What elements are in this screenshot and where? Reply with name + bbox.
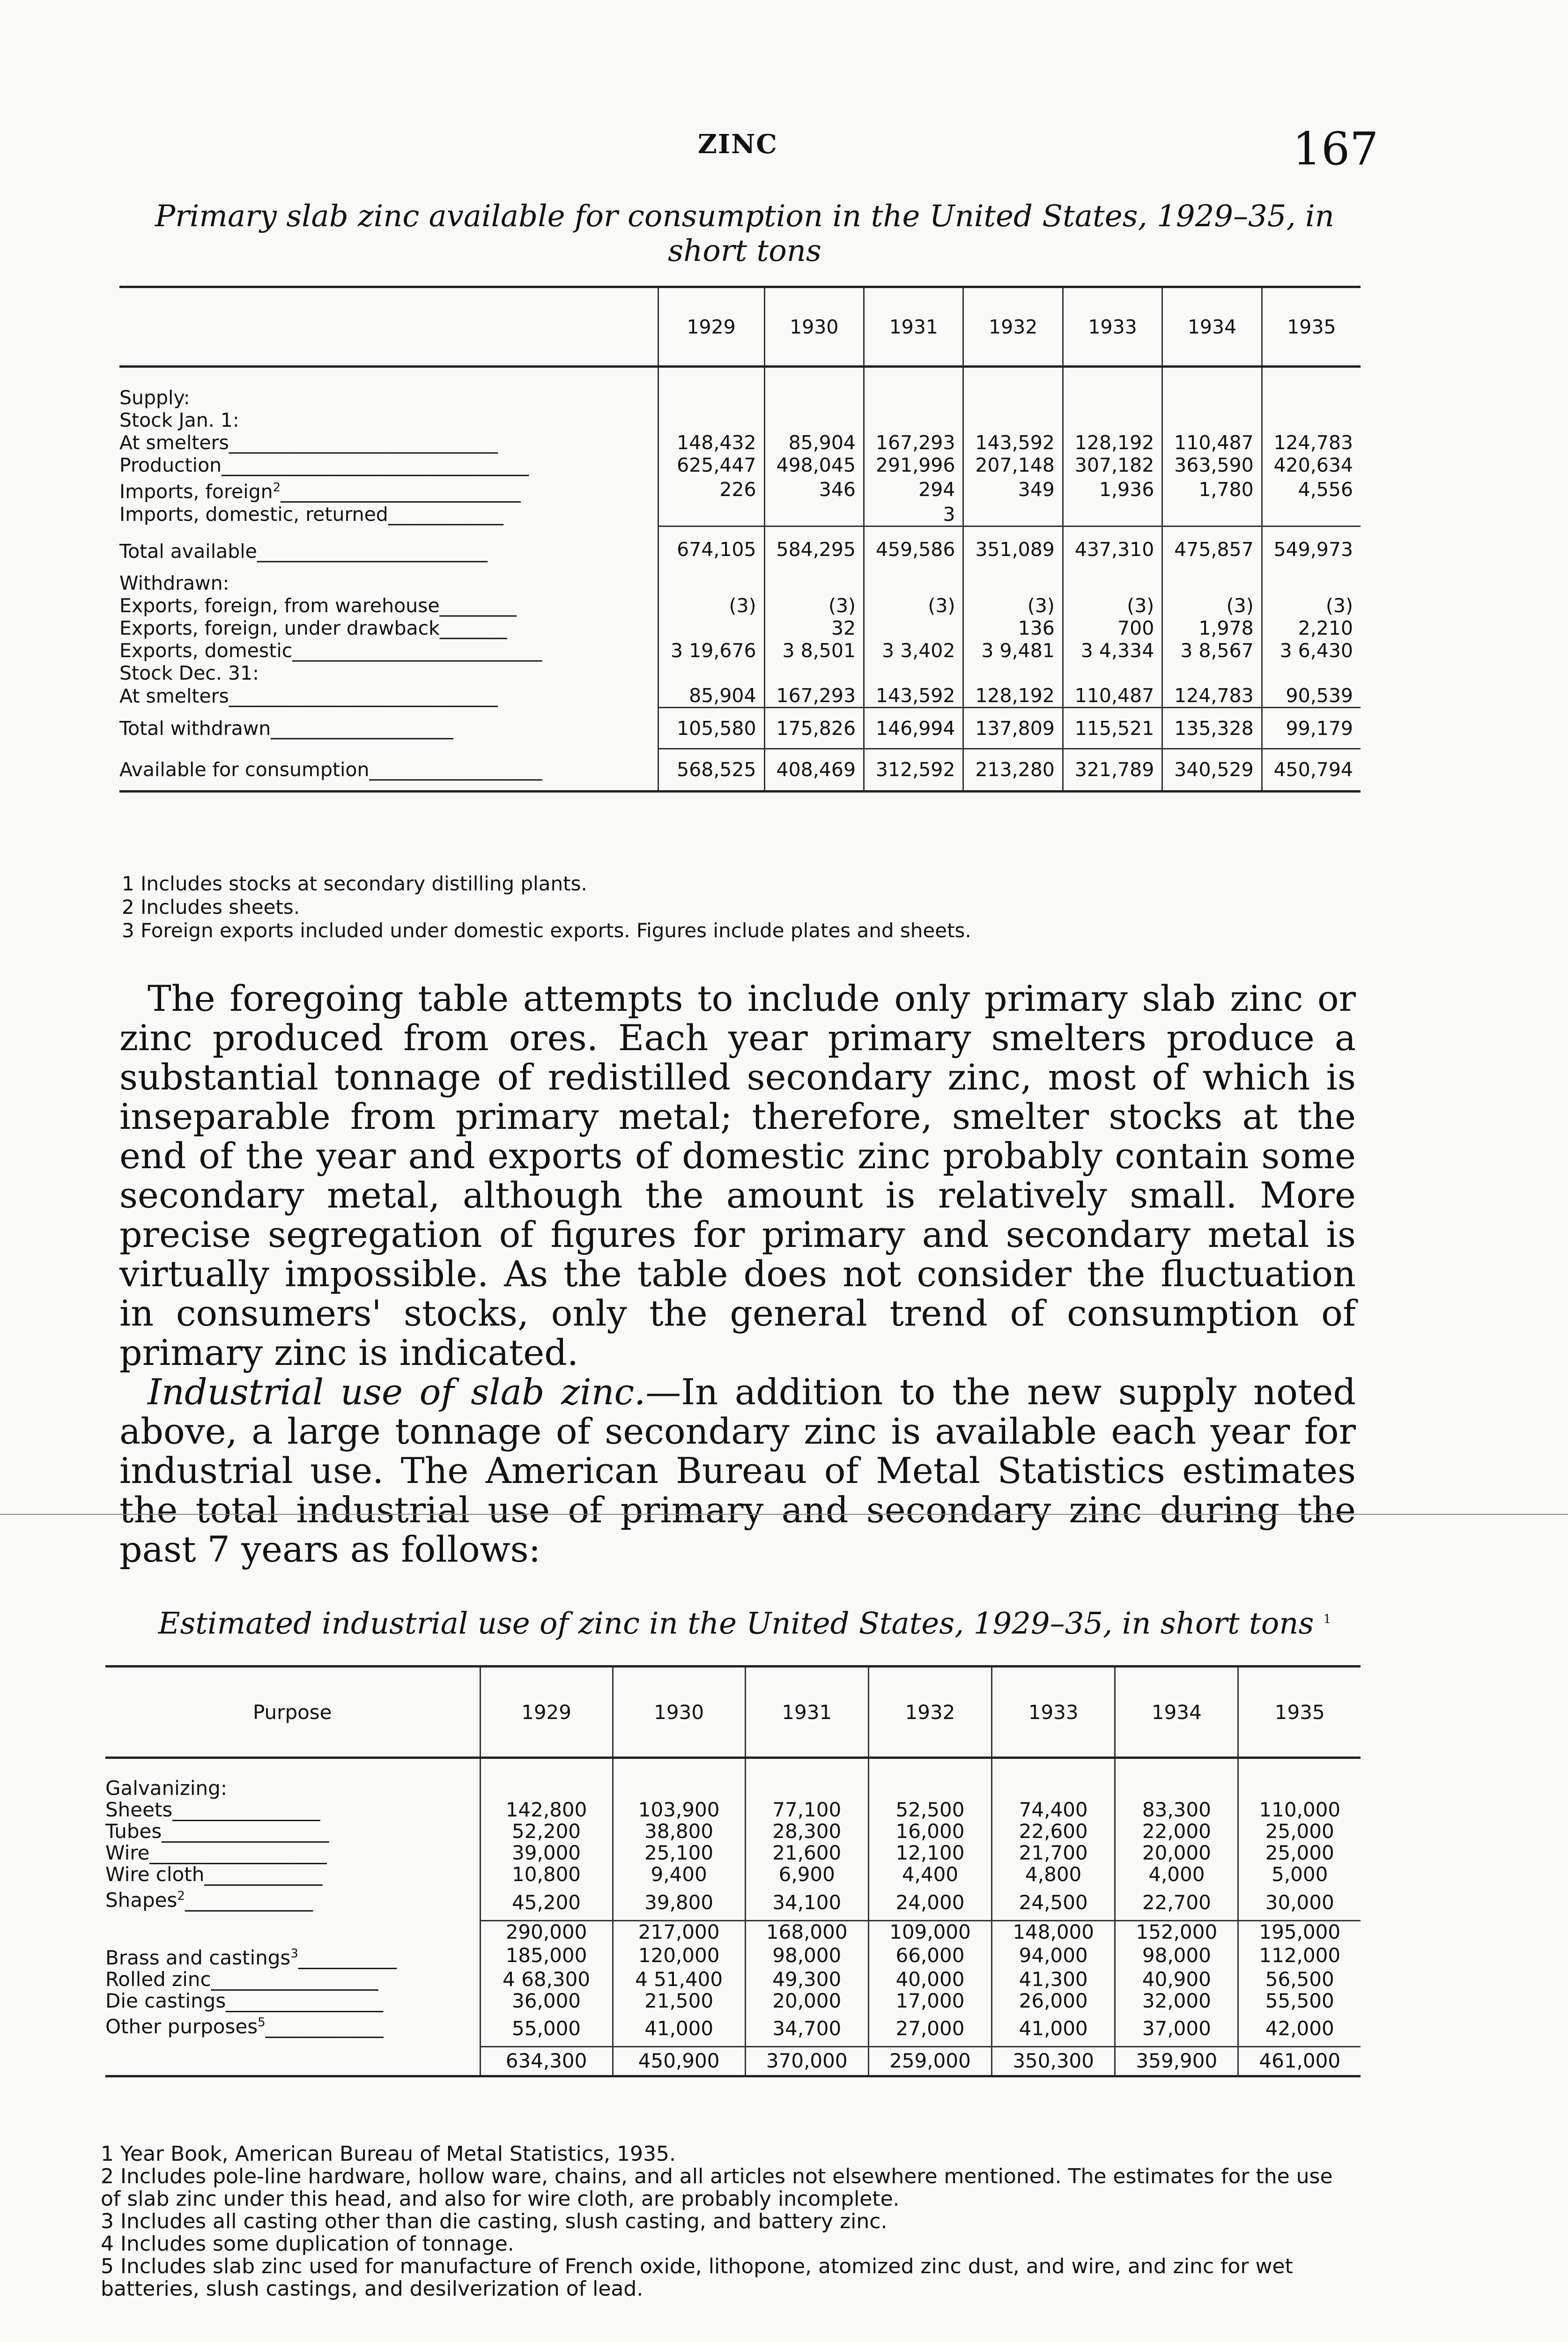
table1-row: [119, 367, 1361, 409]
cell: 450,794: [1262, 749, 1361, 792]
cell: 437,310: [1063, 526, 1162, 572]
table1-year-header: 1930: [764, 287, 864, 367]
row-label: [105, 2047, 480, 2076]
cell: (3): [1162, 594, 1262, 617]
cell: 120,000: [613, 1943, 745, 1969]
cell: 99,179: [1262, 708, 1361, 749]
table1-year-header: 1931: [864, 287, 963, 367]
cell: (3): [1262, 594, 1361, 617]
cell: 3 9,481: [963, 639, 1063, 662]
cell: 307,182: [1063, 454, 1162, 476]
cell: 49,300: [745, 1969, 868, 1990]
cell: 42,000: [1238, 2012, 1361, 2047]
cell: 110,487: [1063, 684, 1162, 708]
cell: 135,328: [1162, 708, 1262, 749]
cell: 105,580: [658, 708, 764, 749]
cell: 475,857: [1162, 526, 1262, 572]
cell: 3 3,402: [864, 639, 963, 662]
cell: 27,000: [868, 2012, 991, 2047]
cell: 28,300: [745, 1821, 868, 1842]
cell: 3 8,501: [764, 639, 864, 662]
table-industrial-use: [105, 1665, 1361, 2077]
row-label: Exports, foreign, under drawback_______: [119, 617, 507, 640]
row-label: [105, 1920, 480, 1943]
cell: 634,300: [480, 2047, 613, 2076]
cell: 136: [963, 617, 1063, 639]
cell: 549,973: [1262, 526, 1361, 572]
cell: 312,592: [864, 749, 963, 792]
table2-row: [105, 1969, 1361, 1990]
cell: 16,000: [868, 1821, 991, 1842]
cell: [764, 503, 864, 526]
table2-year-header: 1933: [992, 1667, 1115, 1758]
row-label: Shapes$^2$_____________: [105, 1889, 313, 1912]
cell: 20,000: [1115, 1842, 1238, 1864]
cell: 21,700: [992, 1842, 1115, 1864]
table2-year-header: 1935: [1238, 1667, 1361, 1758]
cell: (3): [764, 594, 864, 617]
cell: 85,904: [764, 431, 864, 454]
cell: 9,400: [613, 1864, 745, 1885]
cell: 185,000: [480, 1943, 613, 1969]
cell: 290,000: [480, 1920, 613, 1943]
cell: 213,280: [963, 749, 1063, 792]
cell: 98,000: [745, 1943, 868, 1969]
page-number: 167: [1293, 123, 1379, 175]
cell: 142,800: [480, 1799, 613, 1821]
cell: 3 8,567: [1162, 639, 1262, 662]
table2-header-row: [105, 1667, 1361, 1758]
table2-row: [105, 1885, 1361, 1920]
cell: 38,800: [613, 1821, 745, 1842]
cell: 340,529: [1162, 749, 1262, 792]
table2-row: [105, 1758, 1361, 1800]
cell: 167,293: [864, 431, 963, 454]
cell: 21,500: [613, 1990, 745, 2012]
row-label: Exports, foreign, from warehouse________: [119, 594, 517, 617]
cell: 3 6,430: [1262, 639, 1361, 662]
table1-footnotes: [122, 872, 971, 942]
cell: 25,100: [613, 1842, 745, 1864]
cell: 5,000: [1238, 1864, 1361, 1885]
cell: 359,900: [1115, 2047, 1238, 2076]
row-label: Other purposes$^5$____________: [105, 2015, 384, 2038]
table2-year-header: 1929: [480, 1667, 613, 1758]
cell: 24,000: [868, 1885, 991, 1920]
cell: 36,000: [480, 1990, 613, 2012]
cell: 3: [864, 503, 963, 526]
table1-row: [119, 617, 1361, 639]
cell: 408,469: [764, 749, 864, 792]
table1-row: [119, 526, 1361, 572]
cell: 112,000: [1238, 1943, 1361, 1969]
footnote: 4 Includes some duplication of tonnage.: [101, 2232, 514, 2256]
cell: 83,300: [1115, 1799, 1238, 1821]
cell: 1,780: [1162, 476, 1262, 503]
cell: 4,800: [992, 1864, 1115, 1885]
cell: 98,000: [1115, 1943, 1238, 1969]
table2-row: [105, 2047, 1361, 2076]
paragraph-heading: Industrial use of slab zinc.: [148, 1371, 646, 1413]
cell: 700: [1063, 617, 1162, 639]
cell: 45,200: [480, 1885, 613, 1920]
cell: [1162, 503, 1262, 526]
cell: 217,000: [613, 1920, 745, 1943]
cell: 103,900: [613, 1799, 745, 1821]
cell: (3): [963, 594, 1063, 617]
cell: 39,000: [480, 1842, 613, 1864]
row-label: Rolled zinc_________________: [105, 1967, 378, 1991]
cell: 195,000: [1238, 1920, 1361, 1943]
paragraph-text: —In addition to the new supply noted above, a large tonnage of secondary zinc is available each year for industrial use. The American Bureau of Metal Statistics estimates the total industrial use of primary and secondary zinc during the past 7 years as follows:: [119, 1371, 1356, 1570]
table1-caption-line2: short tons: [668, 234, 821, 268]
cell: 226: [658, 476, 764, 503]
cell: 137,809: [963, 708, 1063, 749]
cell: 66,000: [868, 1943, 991, 1969]
cell: 148,000: [992, 1920, 1115, 1943]
table1-row: [119, 708, 1361, 749]
table2-footnotes: [101, 2143, 1356, 2300]
cell: 148,432: [658, 431, 764, 454]
footnote: 3 Foreign exports included under domestic exports. Figures include plates and sheets.: [122, 919, 971, 942]
row-label: Stock Jan. 1:: [119, 409, 239, 431]
scan-line-divider: [0, 1514, 1568, 1515]
table1-row: [119, 594, 1361, 617]
row-label: Production________________________________: [119, 454, 529, 476]
cell: 351,089: [963, 526, 1063, 572]
table2-row: [105, 1842, 1361, 1864]
table2-row: [105, 2012, 1361, 2047]
table1-year-header: 1932: [963, 287, 1063, 367]
table2-year-header: 1931: [745, 1667, 868, 1758]
cell: 12,100: [868, 1842, 991, 1864]
cell: [963, 503, 1063, 526]
cell: 26,000: [992, 1990, 1115, 2012]
row-label: Wire__________________: [105, 1841, 327, 1864]
table2-row: [105, 1943, 1361, 1969]
cell: 346: [764, 476, 864, 503]
row-label: Supply:: [119, 386, 190, 409]
cell: 55,500: [1238, 1990, 1361, 2012]
cell: 363,590: [1162, 454, 1262, 476]
table1-year-header: 1934: [1162, 287, 1262, 367]
cell: [658, 617, 764, 639]
cell: 41,300: [992, 1969, 1115, 1990]
cell: (3): [864, 594, 963, 617]
cell: 175,826: [764, 708, 864, 749]
cell: 459,586: [864, 526, 963, 572]
running-header-title: ZINC: [698, 129, 778, 160]
cell: 584,295: [764, 526, 864, 572]
row-label: Die castings________________: [105, 1989, 384, 2012]
cell: 143,592: [963, 431, 1063, 454]
cell: 4,556: [1262, 476, 1361, 503]
cell: [1063, 503, 1162, 526]
row-label: Imports, domestic, returned____________: [119, 503, 503, 526]
cell: 110,000: [1238, 1799, 1361, 1821]
cell: 4,000: [1115, 1864, 1238, 1885]
cell: 461,000: [1238, 2047, 1361, 2076]
cell: 3 19,676: [658, 639, 764, 662]
cell: 3 4,334: [1063, 639, 1162, 662]
row-label: At smelters____________________________: [119, 431, 498, 454]
row-label: Wire cloth____________: [105, 1863, 323, 1886]
cell: 32: [764, 617, 864, 639]
cell: 168,000: [745, 1920, 868, 1943]
cell: 207,148: [963, 454, 1063, 476]
row-label: Stock Dec. 31:: [119, 662, 259, 685]
row-label: Exports, domestic__________________________: [119, 639, 542, 662]
cell: 124,783: [1262, 431, 1361, 454]
table1-caption-line1: Primary slab zinc available for consumption in the United States, 1929–35, in: [155, 199, 1334, 234]
table1-year-header: 1933: [1063, 287, 1162, 367]
cell: 40,900: [1115, 1969, 1238, 1990]
cell: 143,592: [864, 684, 963, 708]
row-label: Galvanizing:: [105, 1777, 227, 1800]
cell: 32,000: [1115, 1990, 1238, 2012]
cell: 30,000: [1238, 1885, 1361, 1920]
cell: 22,000: [1115, 1821, 1238, 1842]
cell: 146,994: [864, 708, 963, 749]
table1-caption: [122, 199, 1368, 268]
table2-year-header: 1930: [613, 1667, 745, 1758]
cell: [1262, 503, 1361, 526]
cell: 1,936: [1063, 476, 1162, 503]
cell: 10,800: [480, 1864, 613, 1885]
cell: 20,000: [745, 1990, 868, 2012]
cell: 17,000: [868, 1990, 991, 2012]
cell: 625,447: [658, 454, 764, 476]
row-label: Total withdrawn___________________: [119, 717, 453, 740]
cell: 321,789: [1063, 749, 1162, 792]
cell: 41,000: [613, 2012, 745, 2047]
cell: 4 68,300: [480, 1969, 613, 1990]
cell: (3): [658, 594, 764, 617]
cell: 34,700: [745, 2012, 868, 2047]
cell: 6,900: [745, 1864, 868, 1885]
paragraph-foregoing-table: The foregoing table attempts to include only primary slab zinc or zinc produced from ores. Each year primary smelters produce a substantial tonnage of redistilled secondary zinc, most of which is inseparable from primary metal; therefore, smelter stocks at the end of the year and exports of domestic zinc probably contain some secondary metal, although the amount is relatively small. More precise segregation of figures for primary and secondary metal is virtually impossible. As the table does not consider the fluctuation in consumers' stocks, only the general trend of consumption of primary zinc is indicated.: [119, 978, 1356, 1373]
table1-row: [119, 749, 1361, 792]
table-primary-slab-zinc: [119, 286, 1361, 793]
cell: 40,000: [868, 1969, 991, 1990]
footnote: 2 Includes sheets.: [122, 896, 300, 919]
cell: 4,400: [868, 1864, 991, 1885]
cell: 25,000: [1238, 1821, 1361, 1842]
cell: 2,210: [1262, 617, 1361, 639]
cell: 90,539: [1262, 684, 1361, 708]
table1-row: [119, 431, 1361, 454]
cell: 110,487: [1162, 431, 1262, 454]
paragraph-industrial-use: [119, 1372, 1356, 1569]
cell: 124,783: [1162, 684, 1262, 708]
table2-purpose-header: Purpose: [105, 1667, 480, 1758]
table1-row: [119, 684, 1361, 708]
table2-row: [105, 1864, 1361, 1885]
footnote: 1 Year Book, American Bureau of Metal Statistics, 1935.: [101, 2142, 676, 2166]
cell: 420,634: [1262, 454, 1361, 476]
table1-row: [119, 476, 1361, 503]
table1-row: [119, 503, 1361, 526]
cell: 128,192: [963, 684, 1063, 708]
table1-row: [119, 572, 1361, 594]
cell: 128,192: [1063, 431, 1162, 454]
cell: 55,000: [480, 2012, 613, 2047]
table2-row: [105, 1821, 1361, 1842]
table1-stub-header: [119, 287, 658, 367]
table1-row: [119, 639, 1361, 662]
row-label: Withdrawn:: [119, 572, 229, 595]
cell: 74,400: [992, 1799, 1115, 1821]
cell: 167,293: [764, 684, 864, 708]
cell: 349: [963, 476, 1063, 503]
cell: 22,600: [992, 1821, 1115, 1842]
cell: 22,700: [1115, 1885, 1238, 1920]
footnote: 3 Includes all casting other than die casting, slush casting, and battery zinc.: [101, 2209, 888, 2233]
cell: 674,105: [658, 526, 764, 572]
cell: 259,000: [868, 2047, 991, 2076]
cell: 109,000: [868, 1920, 991, 1943]
cell: 94,000: [992, 1943, 1115, 1969]
cell: 4 51,400: [613, 1969, 745, 1990]
footnote: 2 Includes pole-line hardware, hollow ware, chains, and all articles not elsewhere mentioned. The estimates for the use of slab zinc under this head, and also for wire cloth, are probably incomplete.: [101, 2164, 1333, 2211]
table1-row: [119, 409, 1361, 431]
cell: [864, 617, 963, 639]
table2-row: [105, 1990, 1361, 2012]
cell: 34,100: [745, 1885, 868, 1920]
cell: 1,978: [1162, 617, 1262, 639]
cell: 450,900: [613, 2047, 745, 2076]
cell: 24,500: [992, 1885, 1115, 1920]
cell: 115,521: [1063, 708, 1162, 749]
cell: 291,996: [864, 454, 963, 476]
table2-row: [105, 1920, 1361, 1943]
table1-header-row: [119, 287, 1361, 367]
row-label: Sheets_______________: [105, 1798, 320, 1821]
cell: 350,300: [992, 2047, 1115, 2076]
cell: 294: [864, 476, 963, 503]
cell: 39,800: [613, 1885, 745, 1920]
cell: 56,500: [1238, 1969, 1361, 1990]
row-label: Tubes_________________: [105, 1820, 329, 1843]
cell: 37,000: [1115, 2012, 1238, 2047]
table1-year-header: 1935: [1262, 287, 1361, 367]
table1-row: [119, 662, 1361, 684]
footnote: 1 Includes stocks at secondary distilling plants.: [122, 872, 587, 895]
cell: 41,000: [992, 2012, 1115, 2047]
table2-year-header: 1934: [1115, 1667, 1238, 1758]
cell: 370,000: [745, 2047, 868, 2076]
table2-row: [105, 1799, 1361, 1821]
cell: (3): [1063, 594, 1162, 617]
cell: 52,200: [480, 1821, 613, 1842]
table2-year-header: 1932: [868, 1667, 991, 1758]
cell: 52,500: [868, 1799, 991, 1821]
row-label: Available for consumption__________________: [119, 749, 658, 792]
cell: 152,000: [1115, 1920, 1238, 1943]
table1-row: [119, 454, 1361, 476]
footnote: 5 Includes slab zinc used for manufacture of French oxide, lithopone, atomized zinc dust, and wire, and zinc for wet batteries, slush castings, and desilverization of lead.: [101, 2254, 1293, 2301]
cell: 21,600: [745, 1842, 868, 1864]
cell: 25,000: [1238, 1842, 1361, 1864]
cell: [658, 503, 764, 526]
cell: 498,045: [764, 454, 864, 476]
row-label: Imports, foreign$^2$_________________________: [119, 480, 521, 503]
cell: 85,904: [658, 684, 764, 708]
cell: 77,100: [745, 1799, 868, 1821]
cell: 568,525: [658, 749, 764, 792]
row-label: At smelters____________________________: [119, 684, 498, 707]
table2-caption: Estimated industrial use of zinc in the United States, 1929–35, in short tons $^1$: [158, 1606, 1331, 1641]
table1-year-header: 1929: [658, 287, 764, 367]
row-label: Brass and castings$^3$__________: [105, 1946, 397, 1969]
row-label: Total available________________________: [119, 540, 488, 563]
